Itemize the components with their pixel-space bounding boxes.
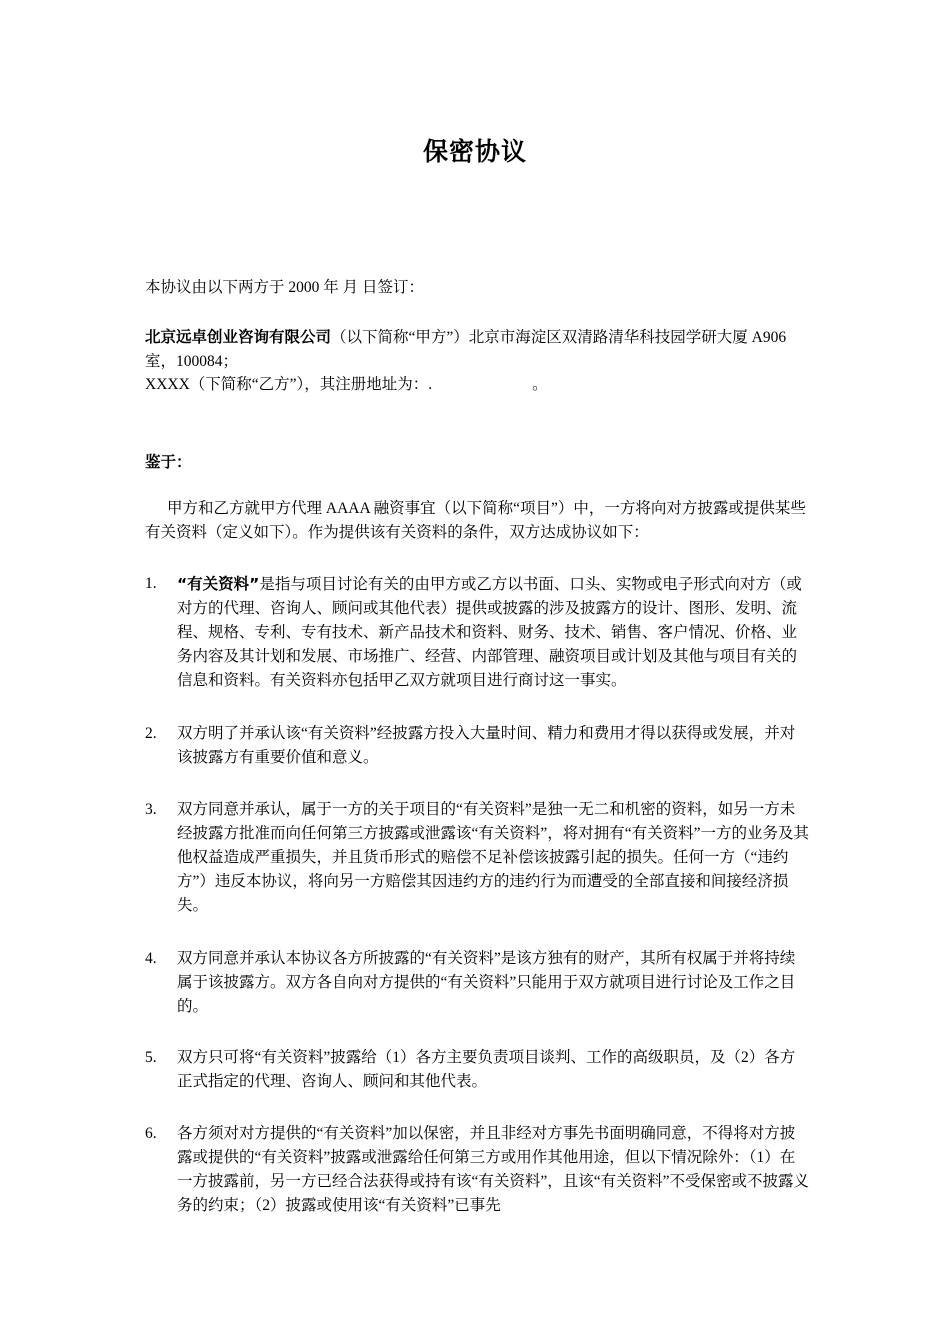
clause-2 (145, 722, 810, 770)
party-a-name: 北京远卓创业咨询有限公司 (145, 328, 332, 346)
clause-number: 2. (145, 725, 157, 742)
clause-body (177, 572, 810, 693)
party-b-prefix: XXXX（下简称“乙方”），其注册地址为：. (145, 376, 433, 393)
clause-4 (145, 947, 810, 1019)
party-b-suffix: 。 (532, 376, 548, 393)
clause-1 (145, 572, 810, 693)
clause-text: 双方只可将“有关资料”披露给（1）各方主要负责项目谈判、工作的高级职员，及（2）各方正式指定的代理、咨询人、顾问和其他代表。 (177, 1049, 796, 1090)
party-a-details: （以下简称“甲方”）北京市海淀区双清路清华科技园学研大厦 A906 室，100084； (145, 329, 787, 370)
clause-number: 1. (145, 575, 157, 592)
intro-line: 本协议由以下两方于 2000 年 月 日签订： (145, 279, 425, 296)
clause-text: 双方同意并承认本协议各方所披露的“有关资料”是该方独有的财产，其所有权属于并将持续属于该披露方。双方各自向对方提供的“有关资料”只能用于双方就项目进行讨论及工作之目的。 (177, 950, 796, 1015)
clause-number: 5. (145, 1049, 157, 1066)
clause-number: 4. (145, 950, 157, 967)
clause-text: 双方明了并承认该“有关资料”经披露方投入大量时间、精力和费用才得以获得或发展，并对该披露方有重要价值和意义。 (177, 725, 796, 766)
clause-5 (145, 1046, 810, 1094)
clause-3 (145, 798, 810, 918)
clause-text: 双方同意并承认，属于一方的关于项目的“有关资料”是独一无二和机密的资料，如另一方未经披露方批准而向任何第三方披露或泄露该“有关资料”，将对拥有“有关资料”一方的业务及其他权益造成严重损失，并且货币形式的赔偿不足补偿该披露引起的损失。任何一方（“违约方”）违反本协议，将向另一方赔偿其因违约方的违约行为而遭受的全部直接和间接经济损失。 (177, 801, 810, 914)
clause-number: 3. (145, 801, 157, 818)
party-a-paragraph (145, 325, 810, 374)
party-b-paragraph (145, 373, 810, 397)
clause-number: 6. (145, 1125, 157, 1142)
document-title: 保密协议 (422, 137, 527, 166)
clause-text: 各方须对对方提供的“有关资料”加以保密，并且非经对方事先书面明确同意，不得将对方披露或提供的“有关资料”披露或泄露给任何第三方或用作其他用途，但以下情况除外：（1）在一方披露前，另一方已经合法获得或持有该“有关资料”，且该“有关资料”不受保密或不披露义务的约束；（2）披露或使用该“有关资料”已事先 (177, 1125, 810, 1214)
preamble-paragraph: 甲方和乙方就甲方代理 AAAA 融资事宜（以下简称“项目”）中，一方将向对方披露或提供某些有关资料（定义如下）。作为提供该有关资料的条件，双方达成协议如下： (145, 500, 806, 541)
clause-lead-term: “有关资料” (177, 575, 260, 593)
whereas-heading: 鉴于： (145, 453, 192, 471)
clause-6 (145, 1122, 810, 1218)
clause-text: 是指与项目讨论有关的由甲方或乙方以书面、口头、实物或电子形式向对方（或对方的代理、咨询人、顾问或其他代表）提供或披露的涉及披露方的设计、图形、发明、流程、规格、专利、专有技术、新产品技术和资料、财务、技术、销售、客户情况、价格、业务内容及其计划和发展、市场推广、经营、内部管理、融资项目或计划及其他与项目有关的信息和资料。有关资料亦包括甲乙双方就项目进行商讨这一事实。 (177, 576, 802, 689)
